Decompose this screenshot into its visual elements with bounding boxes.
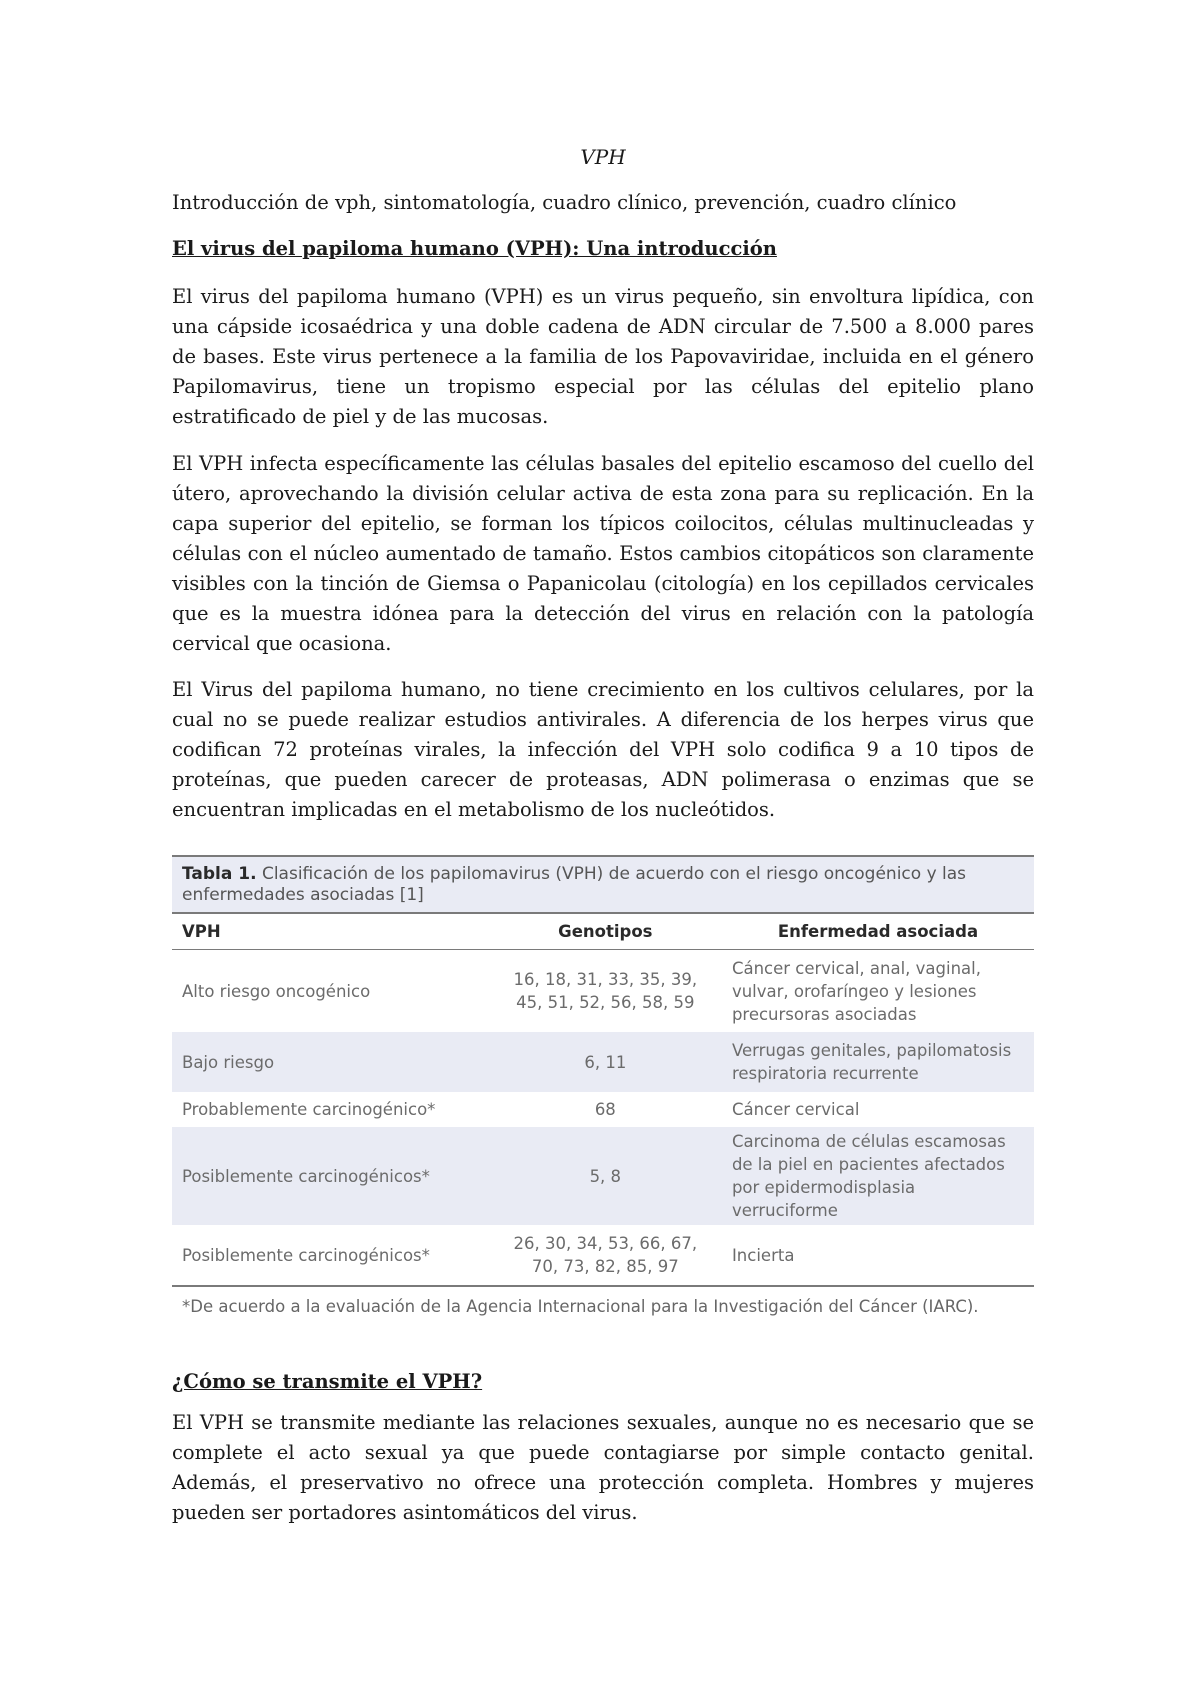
classification-table-figure: [172, 855, 1034, 1316]
table-header-row: [172, 913, 1034, 950]
table-header-genotipos: Genotipos: [489, 913, 722, 950]
table-cell-vph: Alto riesgo oncogénico: [182, 981, 371, 1001]
table-row: [172, 1127, 1034, 1225]
table-caption-text: Clasificación de los papilomavirus (VPH) de acuerdo con el riesgo oncogénico y las enfermedades asociadas [1]: [182, 864, 967, 905]
document-title: VPH: [580, 145, 626, 169]
document-subtitle: Introducción de vph, sintomatología, cuadro clínico, prevención, cuadro clínico: [172, 191, 957, 214]
paragraph-1: El virus del papiloma humano (VPH) es un virus pequeño, sin envoltura lipídica, con una cápside icosaédrica y una doble cadena de ADN circular de 7.500 a 8.000 pares de bases. Este virus pertenece a la familia de los Papovaviridae, incluida en el género Papilomavirus, tiene un tropismo especial por las células del epitelio plano estratificado de piel y de las mucosas.: [172, 285, 1034, 428]
table-footnote: *De acuerdo a la evaluación de la Agencia Internacional para la Investigación del Cáncer (IARC).: [182, 1297, 979, 1316]
table-cell-genotipos: 16, 18, 31, 33, 35, 39, 45, 51, 52, 56, 58, 59: [513, 970, 698, 1012]
table-cell-vph: Bajo riesgo: [172, 1032, 489, 1092]
table-cell-enfermedad: Verrugas genitales, papilomatosis respiratoria recurrente: [722, 1032, 1034, 1092]
table-cell-enfermedad: Cáncer cervical: [731, 1100, 860, 1119]
classification-table: [172, 912, 1034, 1287]
paragraph-4: El VPH se transmite mediante las relaciones sexuales, aunque no es necesario que se complete el acto sexual ya que puede contagiarse por simple contacto genital. Además, el preservativo no ofrece una protección completa. Hombres y mujeres pueden ser portadores asintomáticos del virus.: [172, 1411, 1034, 1524]
table-cell-vph: Posiblemente carcinogénicos*: [172, 1127, 489, 1225]
table-cell-enfermedad: Carcinoma de células escamosas de la piel en pacientes afectados por epidermodisplasia verruciforme: [722, 1127, 1034, 1225]
table-cell-genotipos: 68: [594, 1100, 616, 1119]
table-caption-label: Tabla 1.: [182, 864, 257, 884]
table-cell-enfermedad: Incierta: [722, 1225, 1034, 1286]
table-cell-enfermedad: Cáncer cervical, anal, vaginal, vulvar, orofaríngeo y lesiones precursoras asociadas: [731, 958, 981, 1024]
paragraph-3: El Virus del papiloma humano, no tiene crecimiento en los cultivos celulares, por la cual no se puede realizar estudios antivirales. A diferencia de los herpes virus que codifican 72 proteínas virales, la infección del VPH solo codifica 9 a 10 tipos de proteínas, que pueden carecer de proteasas, ADN polimerasa o enzimas que se encuentran implicadas en el metabolismo de los nucleótidos.: [172, 678, 1034, 821]
table-row: [172, 1032, 1034, 1092]
section-heading-transmission: ¿Cómo se transmite el VPH?: [172, 1370, 483, 1393]
table-row: [172, 950, 1034, 1033]
paragraph-2: El VPH infecta específicamente las células basales del epitelio escamoso del cuello del útero, aprovechando la división celular activa de esta zona para su replicación. En la capa superior del epitelio, se forman los típicos coilocitos, células multinucleadas y células con el núcleo aumentado de tamaño. Estos cambios citopáticos son claramente visibles con la tinción de Giemsa o Papanicolau (citología) en los cepillados cervicales que es la muestra idónea para la detección del virus en relación con la patología cervical que ocasiona.: [172, 452, 1034, 655]
table-cell-genotipos: 26, 30, 34, 53, 66, 67, 70, 73, 82, 85, 97: [489, 1225, 722, 1286]
table-cell-genotipos: 6, 11: [489, 1032, 722, 1092]
table-cell-vph: Posiblemente carcinogénicos*: [172, 1225, 489, 1286]
table-cell-genotipos: 5, 8: [489, 1127, 722, 1225]
table-header-vph: VPH: [172, 913, 489, 950]
table-row: [172, 1092, 1034, 1127]
table-cell-vph: Probablemente carcinogénico*: [182, 1100, 436, 1119]
table-header-enfermedad: Enfermedad asociada: [722, 913, 1034, 950]
table-caption: [172, 855, 1034, 912]
table-row: [172, 1225, 1034, 1286]
section-heading-introduction: El virus del papiloma humano (VPH): Una introducción: [172, 237, 777, 260]
